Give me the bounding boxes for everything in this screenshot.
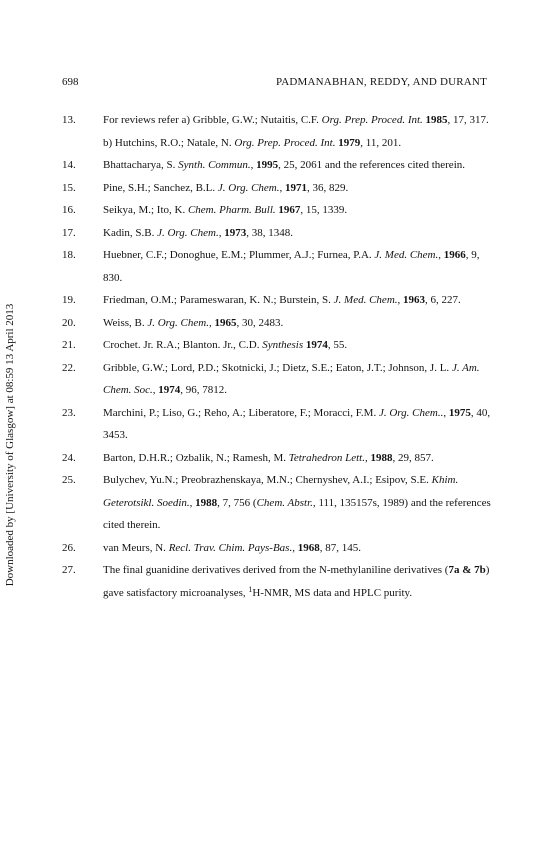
reference-segment: Crochet. Jr. R.A.; Blanton. Jr., C.D. [103, 339, 263, 351]
reference-segment: H-NMR, MS data and HPLC purity. [252, 586, 413, 599]
reference-item [62, 312, 492, 335]
reference-segment: , [208, 316, 215, 329]
reference-segment: Synthesis [262, 339, 304, 351]
reference-segment: , [152, 384, 159, 396]
reference-segment: , 17, 317. b) Hutchins, R.O.; Natale, N. [103, 114, 489, 149]
reference-segment: Bulychev, Yu.N.; Preobrazhenskaya, M.N.; Chernyshev, A.I.; Esipov, S.E. [103, 474, 432, 486]
reference-text [103, 537, 492, 560]
reference-text [103, 469, 492, 537]
reference-segment: J. Med. Chem. [333, 294, 398, 306]
reference-segment: 1967 [278, 204, 301, 216]
reference-segment: , [438, 249, 444, 261]
reference-text [103, 447, 492, 470]
reference-segment: , 29, 857. [392, 451, 434, 464]
running-head: PADMANABHAN, REDDY, AND DURANT [275, 76, 487, 88]
reference-segment: van Meurs, N. [103, 541, 169, 554]
reference-number: 26. [62, 541, 76, 554]
reference-text [103, 312, 492, 335]
reference-segment: , [189, 496, 196, 509]
reference-text [103, 177, 492, 200]
reference-segment: , [218, 226, 225, 239]
reference-segment: Barton, D.H.R.; Ozbalik, N.; Ramesh, M. [103, 451, 289, 464]
reference-segment: 1985 [425, 114, 448, 126]
reference-text [103, 402, 492, 447]
reference-number: 22. [62, 361, 76, 374]
reference-number: 25. [62, 474, 76, 486]
reference-segment: 1971 [285, 181, 308, 194]
reference-segment: J. Med. Chem. [374, 249, 439, 261]
reference-segment: , [443, 406, 449, 419]
reference-segment: The final guanidine derivatives derived from the N-methylaniline derivatives ( [103, 564, 449, 576]
reference-segment: ) gave satisfactory microanalyses, [103, 564, 490, 599]
reference-item [62, 244, 492, 289]
reference-segment: 1965 [214, 316, 237, 329]
reference-segment: Weiss, B. [103, 316, 148, 329]
reference-segment: Chem. Abstr., [256, 496, 316, 509]
reference-segment: 1988 [370, 451, 393, 464]
page-number: 698 [62, 76, 79, 88]
reference-segment: Synth. Commun. [178, 159, 251, 171]
reference-segment: , [292, 541, 298, 554]
reference-segment: , 15, 1339. [300, 204, 348, 216]
reference-segment: 1979 [338, 136, 361, 149]
reference-segment: 1974 [305, 339, 328, 351]
reference-segment: 1974 [158, 384, 181, 396]
reference-segment: Seikya, M.; Ito, K. [103, 204, 188, 216]
reference-segment: Marchini, P.; Liso, G.; Reho, A.; Liberatore, F.; Moracci, F.M. [103, 406, 379, 419]
reference-segment: , 87, 145. [319, 541, 361, 554]
download-watermark [3, 265, 17, 625]
reference-segment: 1 [248, 584, 253, 594]
reference-segment: , 55. [327, 339, 348, 351]
reference-segment: , 7, 756 ( [217, 496, 257, 509]
reference-item [62, 334, 492, 357]
reference-segment: , 38, 1348. [246, 226, 293, 239]
reference-item [62, 357, 492, 402]
reference-segment: J. Org. Chem. [157, 226, 219, 239]
reference-segment: J. Am. Chem. Soc. [103, 361, 480, 396]
reference-segment: , 11, 201. [360, 136, 402, 149]
reference-segment: J. Org. Chem.. [378, 406, 444, 419]
reference-text [103, 199, 492, 222]
reference-segment: Friedman, O.M.; Parameswaran, K. N.; Burstein, S. [103, 294, 334, 306]
reference-number: 20. [62, 316, 76, 329]
reference-segment: , [279, 181, 286, 194]
reference-segment: 1975 [448, 406, 471, 419]
reference-segment: , 36, 829. [307, 181, 349, 194]
reference-item [62, 177, 492, 200]
reference-segment: Pine, S.H.; Sanchez, B.L. [103, 181, 218, 194]
reference-segment: Khim. Geterotsikl. Soedin. [103, 474, 459, 509]
reference-item [62, 199, 492, 222]
reference-segment: Org. Prep. Proced. Int. [321, 114, 423, 126]
reference-text [103, 559, 492, 604]
reference-segment: Org. Prep. Proced. Int. [234, 136, 336, 149]
reference-segment: 1973 [224, 226, 247, 239]
reference-item [62, 559, 492, 604]
reference-segment: , 96, 7812. [180, 384, 228, 396]
reference-item [62, 154, 492, 177]
reference-item [62, 222, 492, 245]
reference-segment: 1963 [403, 294, 426, 306]
reference-number: 18. [62, 249, 76, 261]
reference-number: 15. [62, 181, 76, 194]
reference-segment: 1966 [443, 249, 466, 261]
reference-segment: J. Org. Chem. [147, 316, 209, 329]
reference-segment: 1968 [297, 541, 320, 554]
reference-segment: Huebner, C.F.; Donoghue, E.M.; Plummer, A.J.; Furnea, P.A. [103, 249, 375, 261]
reference-item [62, 109, 492, 154]
reference-segment: , 30, 2483. [236, 316, 284, 329]
reference-segment: J. Org. Chem. [217, 181, 280, 194]
reference-text [103, 109, 492, 154]
reference-item [62, 447, 492, 470]
reference-segment: Gribble, G.W.; Lord, P.D.; Skotnicki, J.; Dietz, S.E.; Eaton, J.T.; Johnson, J. L. [103, 361, 452, 374]
reference-text [103, 334, 492, 357]
reference-item [62, 402, 492, 447]
reference-number: 17. [62, 226, 76, 239]
references-list [62, 109, 492, 604]
reference-text [103, 357, 492, 402]
reference-text [103, 154, 492, 177]
reference-segment: , 9, 830. [103, 249, 480, 284]
reference-number: 27. [62, 564, 76, 576]
reference-segment: Kadin, S.B. [103, 226, 158, 239]
reference-item [62, 289, 492, 312]
reference-segment: , 40, 3453. [103, 406, 491, 441]
reference-number: 19. [62, 294, 76, 306]
reference-segment: 1988 [195, 496, 218, 509]
reference-number: 14. [62, 159, 76, 171]
reference-segment: Recl. Trav. Chim. Pays-Bas. [168, 541, 293, 554]
download-watermark-text: Downloaded by [University of Glasgow] at 08:59 13 April 2013 [4, 303, 16, 587]
reference-item [62, 469, 492, 537]
reference-segment: , [364, 451, 371, 464]
reference-segment: , [250, 159, 257, 171]
reference-number: 24. [62, 451, 76, 464]
reference-text [103, 244, 492, 289]
reference-number: 13. [62, 114, 76, 126]
reference-text [103, 222, 492, 245]
reference-segment: 111, 135157s, 1989) and the references cited therein. [103, 496, 491, 531]
reference-number: 21. [62, 339, 76, 351]
reference-text [103, 289, 492, 312]
reference-segment: 7a & 7b [448, 564, 486, 576]
reference-segment: Bhattacharya, S. [103, 159, 179, 171]
reference-segment: , 25, 2061 and the references cited therein. [278, 159, 465, 171]
reference-segment: Chem. Pharm. Bull. [187, 204, 276, 216]
reference-segment: , 6, 227. [425, 294, 461, 306]
reference-item [62, 537, 492, 560]
reference-segment: 1995 [256, 159, 279, 171]
reference-segment: , [397, 294, 404, 306]
reference-segment: For reviews refer a) Gribble, G.W.; Nutaitis, C.F. [103, 114, 322, 126]
reference-segment: Tetrahedron Lett. [288, 451, 365, 464]
reference-number: 23. [62, 406, 76, 419]
reference-number: 16. [62, 204, 76, 216]
